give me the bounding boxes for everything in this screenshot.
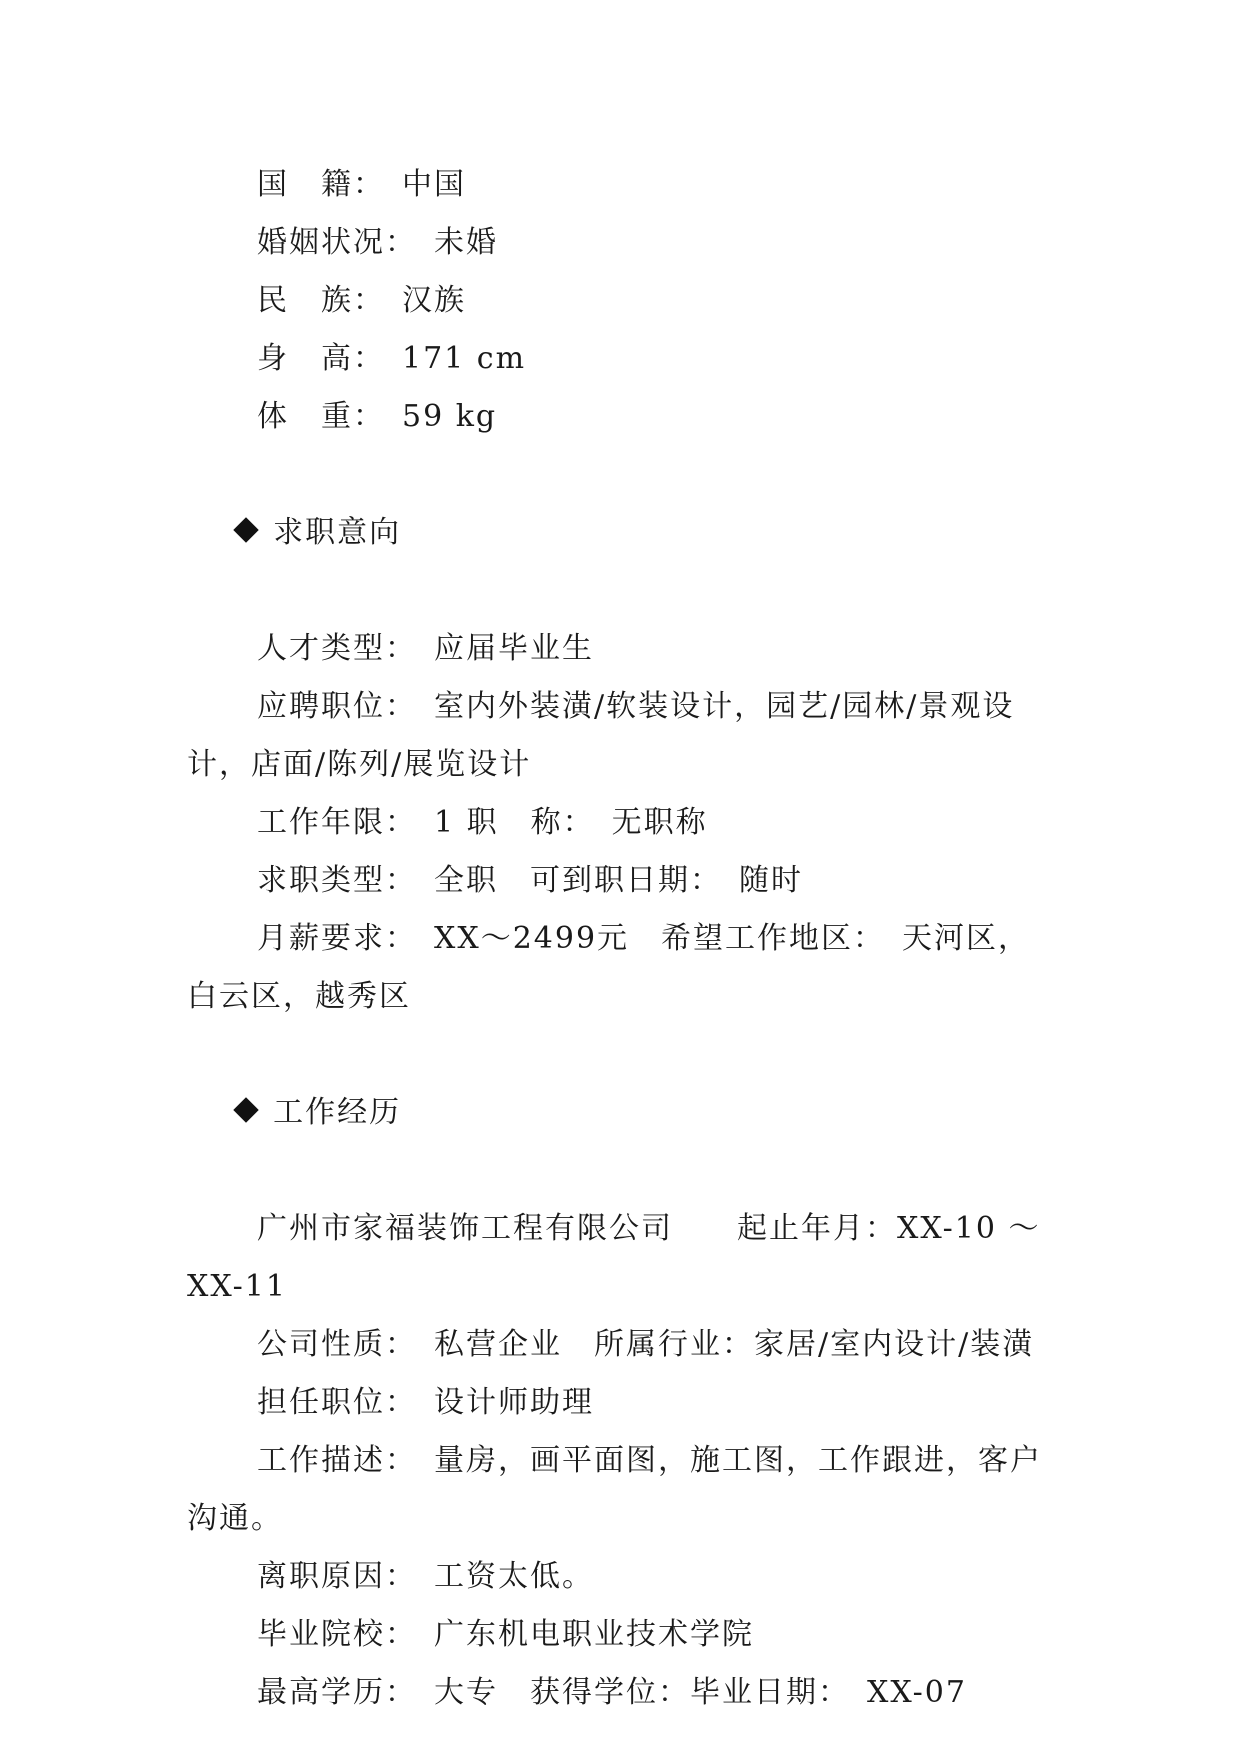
job-intent-heading-text: 求职意向 [273, 515, 402, 550]
education-line: 最高学历： 大专 获得学位：毕业日期： XX-07 [257, 1675, 967, 1710]
description-line: 工作描述： 量房，画平面图，施工图，工作跟进，客户沟通。 [187, 1443, 1042, 1536]
years-title-line: 工作年限： 1 职 称： 无职称 [257, 805, 708, 840]
work-history-heading-text: 工作经历 [273, 1095, 402, 1130]
leave-reason-line: 离职原因： 工资太低。 [257, 1559, 594, 1594]
nationality-line: 国 籍： 中国 [257, 167, 466, 202]
work-history-heading [187, 1026, 1055, 1200]
marital-status-line: 婚姻状况： 未婚 [257, 225, 498, 260]
weight-line: 体 重： 59 kg [257, 399, 498, 434]
salary-area-line: 月薪要求： XX～2499元 希望工作地区： 天河区，白云区，越秀区 [187, 921, 1031, 1014]
company-line: 广州市家福装饰工程有限公司 起止年月：XX-10 ～ XX-11 [187, 1211, 1053, 1304]
school-line: 毕业院校： 广东机电职业技术学院 [257, 1617, 754, 1652]
position-line: 应聘职位： 室内外装潢/软装设计，园艺/园林/景观设计，店面/陈列/展览设计 [187, 689, 1015, 782]
diamond-bullet-icon [233, 517, 258, 542]
ethnicity-line: 民 族： 汉族 [257, 283, 466, 318]
company-nature-line: 公司性质： 私营企业 所属行业：家居/室内设计/装潢 [257, 1327, 1035, 1362]
job-type-line: 求职类型： 全职 可到职日期： 随时 [257, 863, 803, 898]
talent-type-line: 人才类型： 应届毕业生 [257, 631, 594, 666]
role-line: 担任职位： 设计师助理 [257, 1385, 594, 1420]
resume-page [187, 156, 1055, 1722]
height-line: 身 高： 171 cm [257, 341, 527, 376]
diamond-bullet-icon [233, 1097, 258, 1122]
job-intent-heading [187, 446, 1055, 620]
